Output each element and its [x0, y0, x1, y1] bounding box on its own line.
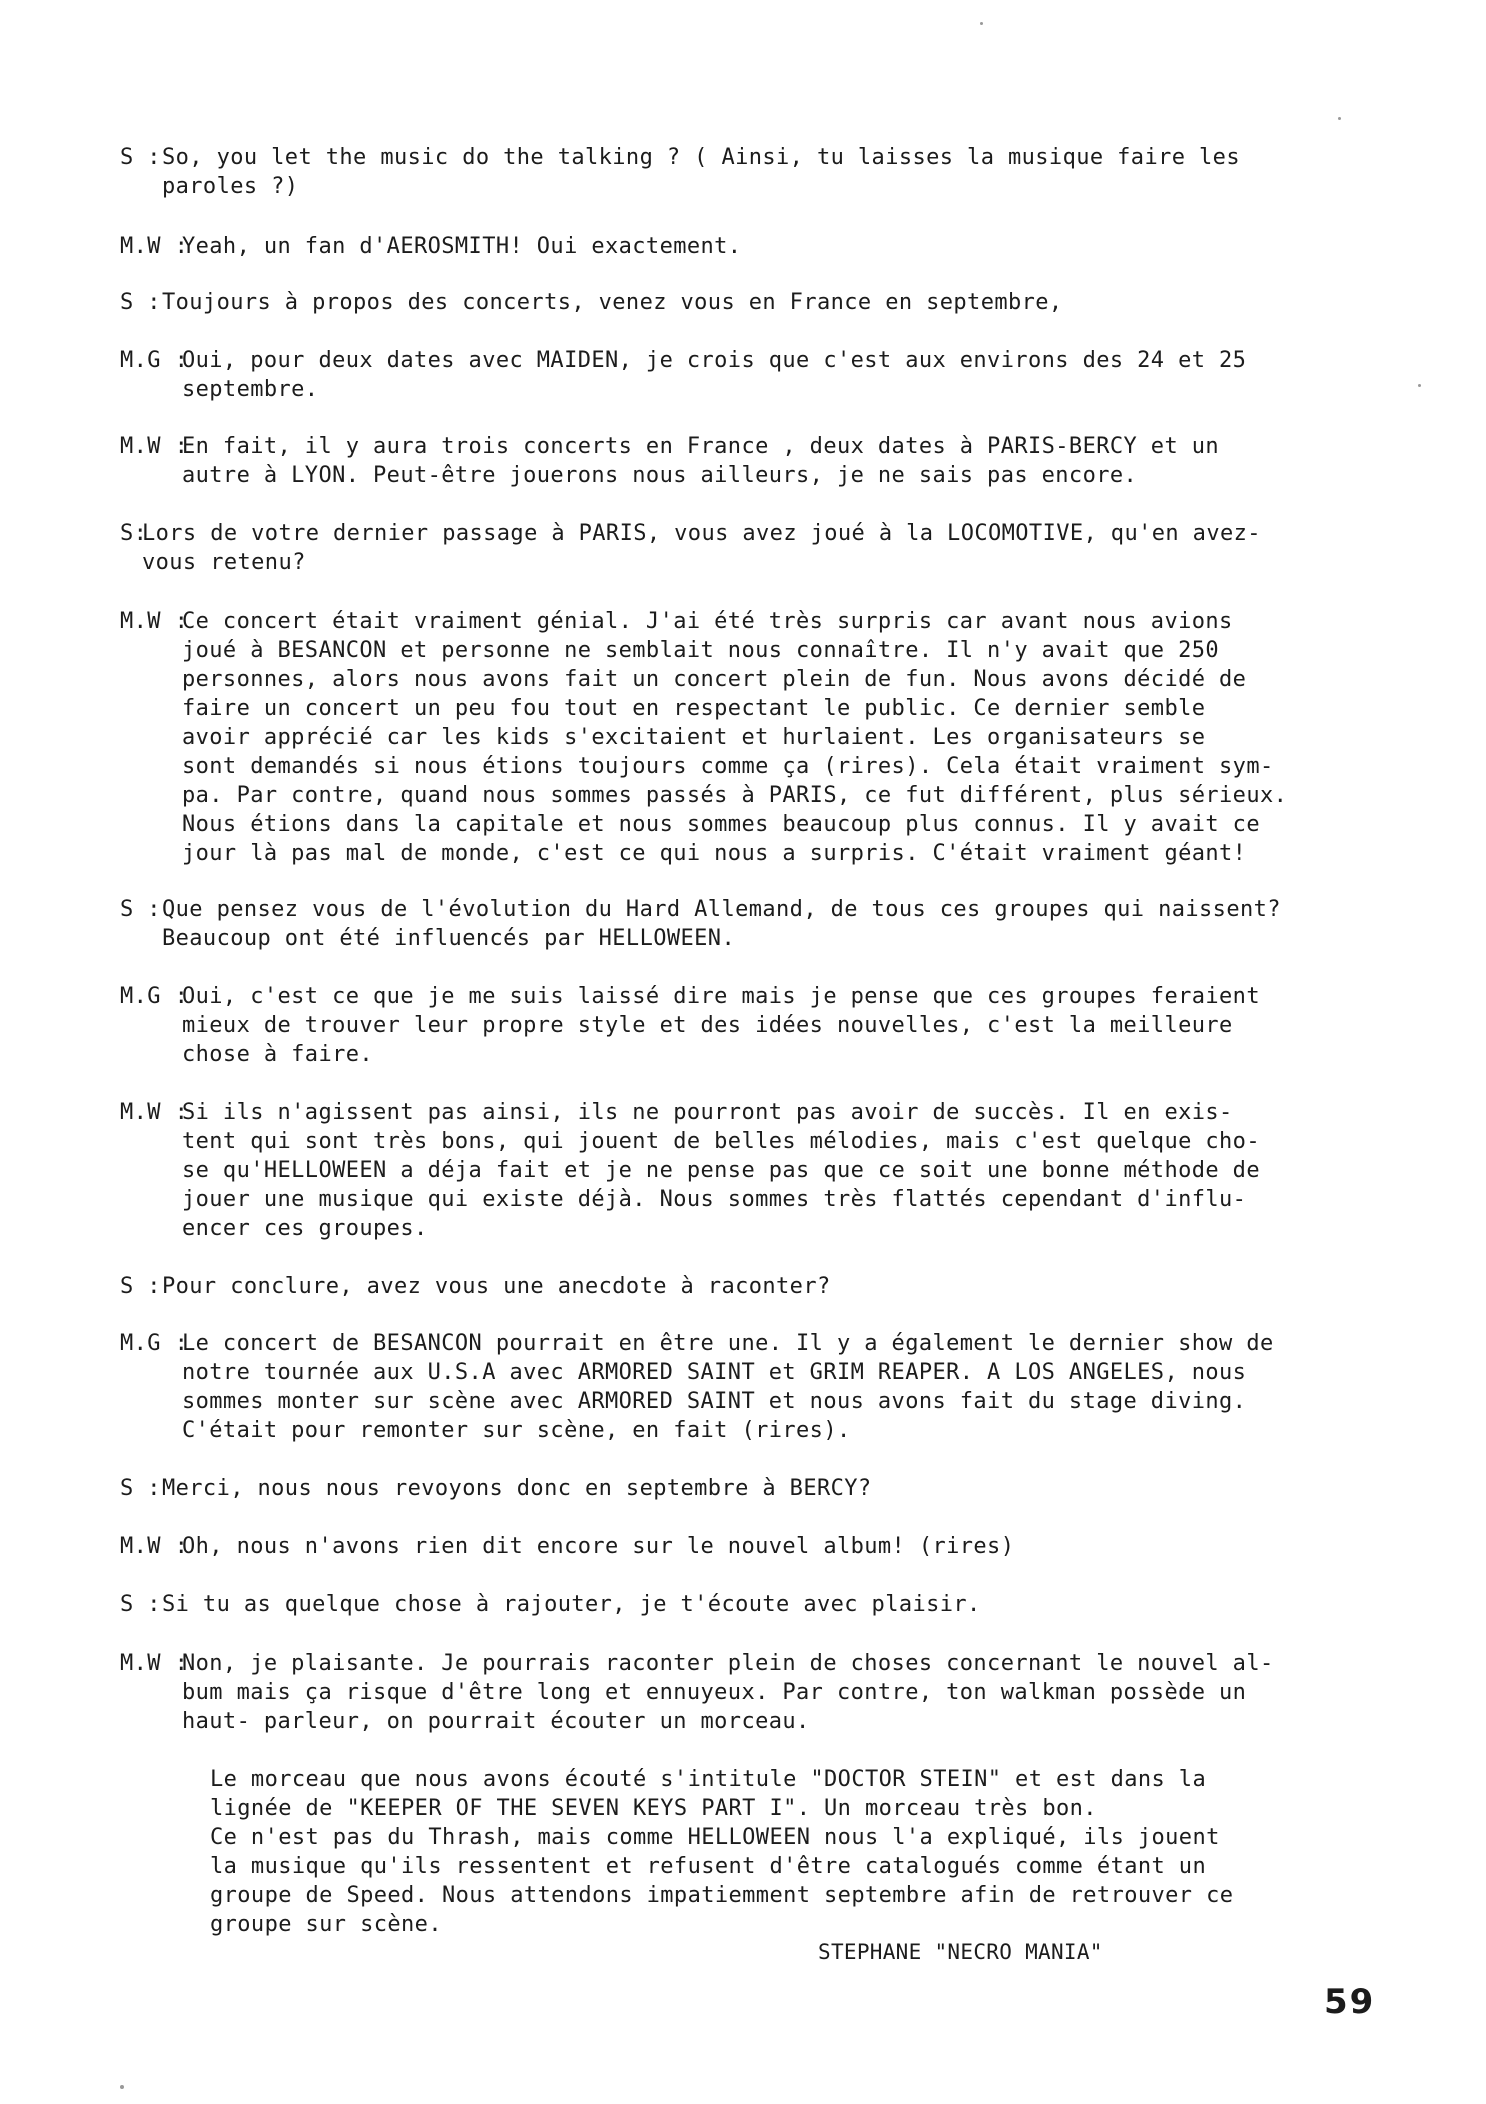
speaker-label: M.W :: [120, 609, 189, 634]
closing-paragraph: Le morceau que nous avons écouté s'intitule "DOCTOR STEIN" et est dans la lignée de "KEEPER OF THE SEVEN KEYS PART I". Un morceau très bon. Ce n'est pas du Thrash, mais comme HELLOWEEN nous l'a expliqué, ils jouent la musique qu'ils ressentent et refusent d'être catalogués comme étant un groupe de Speed. Nous attendons impatiemment septembre afin de retrouver ce groupe sur scène.: [210, 1767, 1234, 1937]
interview-entry-7: [120, 607, 1360, 868]
scan-speck: [120, 2085, 124, 2089]
interview-entry-13: [120, 1474, 1360, 1503]
scan-speck: [980, 22, 983, 25]
interview-entry-3: [120, 288, 1360, 317]
interview-entry-9: [120, 982, 1360, 1069]
entry-text: Si ils n'agissent pas ainsi, ils ne pourront pas avoir de succès. Il en exis- tent qui sont très bons, qui jouent de belles mélodies, mais c'est quelque cho- se qu'HELLOWEEN a déja fait et je ne pense pas que ce soit une bonne méthode de jouer une musique qui existe déjà. Nous sommes très flattés cependant d'influ- encer ces groupes.: [182, 1100, 1260, 1241]
scan-speck: [1338, 117, 1341, 120]
interview-entry-5: [120, 432, 1360, 490]
entry-text: Oh, nous n'avons rien dit encore sur le nouvel album! (rires): [182, 1534, 1015, 1559]
interview-entry-15: [120, 1590, 1360, 1619]
entry-text: Ce concert était vraiment génial. J'ai été très surpris car avant nous avions joué à BESANCON et personne ne semblait nous connaître. Il n'y avait que 250 personnes, alors nous avons fait un concert plein de fun. Nous avons décidé de faire un concert un peu fou tout en respectant le public. Ce dernier semble avoir apprécié car les kids s'excitaient et hurlaient. Les organisateurs se sont demandés si nous étions toujours comme ça (rires). Cela était vraiment sym- pa. Par contre, quand nous sommes passés à PARIS, ce fut différent, plus sérieux. Nous étions dans la capitale et nous sommes beaucoup plus connus. Il y avait ce jour là pas mal de monde, c'est ce qui nous a surpris. C'était vraiment géant!: [182, 609, 1288, 866]
speaker-label: S :: [120, 145, 161, 170]
speaker-label: S :: [120, 1592, 161, 1617]
interview-entry-12: [120, 1329, 1360, 1445]
speaker-label: S :: [120, 290, 161, 315]
speaker-label: S :: [120, 897, 161, 922]
scan-speck: [1418, 384, 1421, 387]
speaker-label: M.W :: [120, 1100, 189, 1125]
entry-text: So, you let the music do the talking ? ( Ainsi, tu laisses la musique faire les paroles ?): [162, 145, 1240, 199]
entry-text: En fait, il y aura trois concerts en France , deux dates à PARIS-BERCY et un autre à LYON. Peut-être jouerons nous ailleurs, je ne sais pas encore.: [182, 434, 1220, 488]
interview-entry-6: [120, 519, 1360, 577]
speaker-label: M.G :: [120, 1331, 189, 1356]
interview-entry-8: [120, 895, 1360, 953]
entry-text: Yeah, un fan d'AEROSMITH! Oui exactement.: [182, 234, 742, 259]
entry-text: Lors de votre dernier passage à PARIS, vous avez joué à la LOCOMOTIVE, qu'en avez- vous retenu?: [142, 521, 1261, 575]
interview-entry-2: [120, 232, 1360, 261]
interview-entry-14: [120, 1532, 1360, 1561]
entry-text: Si tu as quelque chose à rajouter, je t'écoute avec plaisir.: [162, 1592, 981, 1617]
page-number: 59: [1324, 1982, 1376, 2022]
entry-text: Toujours à propos des concerts, venez vous en France en septembre,: [162, 290, 1063, 315]
speaker-label: M.W :: [120, 1534, 189, 1559]
interview-entry-11: [120, 1272, 1360, 1301]
author-signature: STEPHANE "NECRO MANIA": [818, 1940, 1103, 1964]
speaker-label: M.W :: [120, 434, 189, 459]
entry-text: Non, je plaisante. Je pourrais raconter plein de choses concernant le nouvel al- bum mais ça risque d'être long et ennuyeux. Par contre, ton walkman possède un haut- parleur, on pourrait écouter un morceau.: [182, 1651, 1274, 1734]
speaker-label: M.G :: [120, 984, 189, 1009]
entry-text: Oui, pour deux dates avec MAIDEN, je crois que c'est aux environs des 24 et 25 septembre.: [182, 348, 1247, 402]
interview-entry-1: [120, 143, 1360, 201]
speaker-label: M.W :: [120, 1651, 189, 1676]
entry-text: Merci, nous nous revoyons donc en septembre à BERCY?: [162, 1476, 872, 1501]
speaker-label: S:: [120, 521, 148, 546]
entry-text: Que pensez vous de l'évolution du Hard Allemand, de tous ces groupes qui naissent? Beaucoup ont été influencés par HELLOWEEN.: [162, 897, 1281, 951]
entry-text: Le concert de BESANCON pourrait en être une. Il y a également le dernier show de notre tournée aux U.S.A avec ARMORED SAINT et GRIM REAPER. A LOS ANGELES, nous sommes monter sur scène avec ARMORED SAINT et nous avons fait du stage diving. C'était pour remonter sur scène, en fait (rires).: [182, 1331, 1274, 1443]
entry-text: Oui, c'est ce que je me suis laissé dire mais je pense que ces groupes feraient mieux de trouver leur propre style et des idées nouvelles, c'est la meilleure chose à faire.: [182, 984, 1260, 1067]
speaker-label: M.G :: [120, 348, 189, 373]
speaker-label: M.W :: [120, 234, 189, 259]
speaker-label: S :: [120, 1274, 161, 1299]
interview-entry-4: [120, 346, 1360, 404]
speaker-label: S :: [120, 1476, 161, 1501]
interview-entry-10: [120, 1098, 1360, 1243]
interview-entry-16: [120, 1649, 1360, 1736]
entry-text: Pour conclure, avez vous une anecdote à raconter?: [162, 1274, 831, 1299]
